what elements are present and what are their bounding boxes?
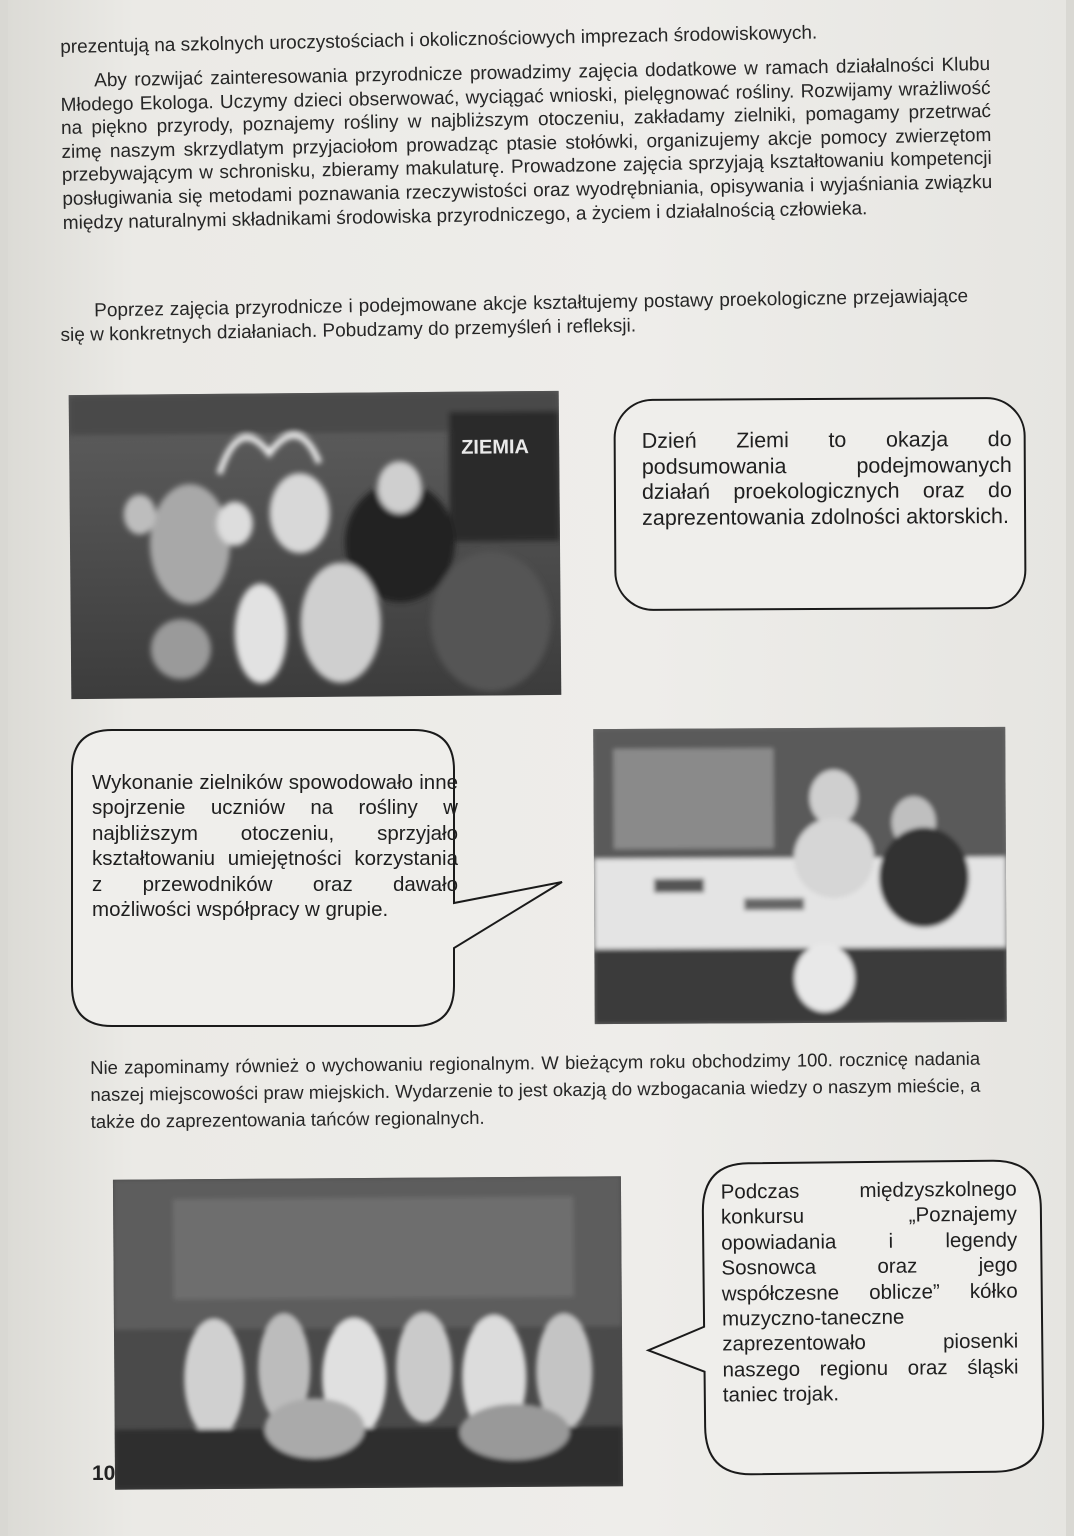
speech-bubble-text: Wykonanie zielników spowodowało inne spojrzenie uczniów na rośliny w najbliższym otoczeniu, sprzyjało kształtowaniu umiejętności korzystania z przewodników oraz dawało możliwości współpracy w grupie. xyxy=(92,771,458,922)
speech-bubble-text: Podczas międzyszkolnego konkursu „Poznajemy opowiadania i legendy Sosnowca oraz jego współczesne oblicze” kółko muzyczno-taneczne zaprezentowało piosenki naszego regionu oraz śląski taniec trojak. xyxy=(720,1177,1019,1407)
paragraph-eco-club-text: Aby rozwijać zainteresowania przyrodnicze prowadzimy zajęcia dodatkowe w ramach działalności Klubu Młodego Ekologa. Uczymy dzieci obserwować, wyciągać wnioski, pielęgnować rośliny. Rozwijamy wrażliwość na piękno przyrody, poznajemy rośliny w najbliższym otoczeniu, zakładamy zielniki, pomagamy przetrwać zimę naszym skrzydlatym przyjaciołom prowadząc ptasie stołówki, organizujemy akcje pomocy zwierzętom przebywającym w schronisku, zbieramy makulaturę. Prowadzone zajęcia sprzyjają kształtowaniu kompetencji posługiwania się metodami poznawania rzeczywistości oraz wyodrębniania, opisywania i wyjaśniania związku między naturalnymi składnikami środowiska przyrodniczego, a życiem i działalnością człowieka. xyxy=(60,53,993,234)
speech-bubble-dance-contest xyxy=(696,1158,1045,1477)
photo-herbarium-work xyxy=(593,727,1007,1024)
photo-earth-day-performance xyxy=(69,391,562,699)
speech-bubble-earth-day xyxy=(613,397,1026,611)
page-number: 10 xyxy=(92,1462,116,1485)
paragraph-pro-ecological xyxy=(60,285,969,347)
paragraph-eco-club xyxy=(60,53,993,235)
document-page xyxy=(8,0,1066,1536)
paragraph-intro-continuation: prezentują na szkolnych uroczystościach i okolicznościowych imprezach środowiskowych. xyxy=(60,22,818,58)
photo-sign-text: ZIEMIA xyxy=(461,436,530,459)
paragraph-regional-education: Nie zapominamy również o wychowaniu regionalnym. W bieżącym roku obchodzimy 100. rocznicę nadania naszej miejscowości praw miejskich. Wydarzenie to jest okazją do wzbogacania wiedzy o naszym mieście, a także do zaprezentowania tańców regionalnych. xyxy=(90,1047,981,1132)
speech-bubble-herbarium xyxy=(70,728,564,1028)
photo-regional-dance xyxy=(113,1176,623,1490)
paragraph-pro-ecological-text: Poprzez zajęcia przyrodnicze i podejmowane akcje kształtujemy postawy proekologiczne przejawiające się w konkretnych działaniach. Pobudzamy do przemyśleń i refleksji. xyxy=(60,285,969,346)
speech-bubble-text: Dzień Ziemi to okazja do podsumowania podejmowanych działań proekologicznych oraz do zaprezentowania zdolności aktorskich. xyxy=(641,426,1012,530)
